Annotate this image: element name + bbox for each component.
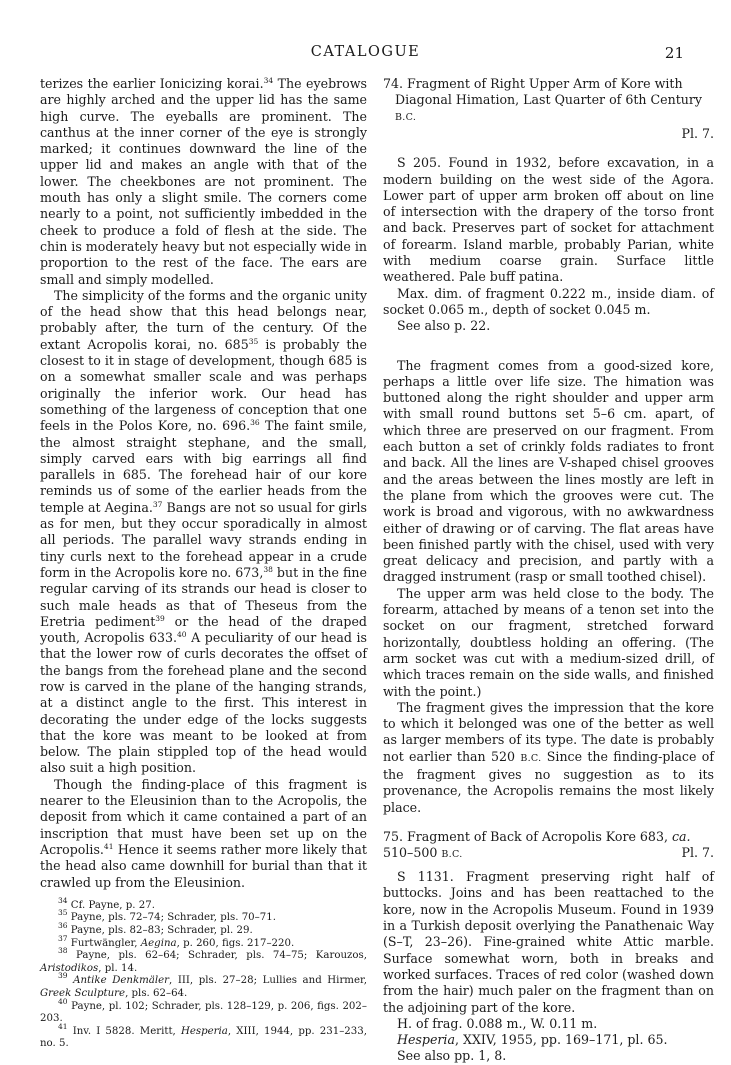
body-paragraph: The fragment gives the impression that the kore to which it belonged was one of the better as well as larger members of its type. The date is probably not earlier than 520 B.C. Since the finding-place of the fragment gives no suggestion as to its provenance, the Acropolis remains the most likely place. xyxy=(383,699,714,815)
catalogue-entry-75 xyxy=(383,829,714,1065)
specimen-description: S 1131. Fragment preserving right half of buttocks. Joins and has been reattached to the kore, now in the Acropolis Museum. Found in 1939 in a Turkish deposit overlying the Panathenaic Way (S–T, 23–26). Fine-grained white Attic marble. Surface somewhat worn, both in breaks and worked surfaces. Traces of red color (washed down from the hair) much paler on the fragment than on the adjoining part of the kore. xyxy=(383,869,714,1015)
circa-label: ca. xyxy=(671,828,691,844)
journal-title: Hesperia xyxy=(397,1032,455,1048)
entry-title-line2 xyxy=(383,845,714,863)
specimen-description: S 205. Found in 1932, before excavation, in a modern building on the west side of the Agora. Lower part of upper arm broken off about on line of intersection with the drapery of the torso front and back. Preserves part of socket for attachment of forearm. Island marble, probably Parian, white with medium coarse grain. Surface little weathered. Pale buff patina. xyxy=(383,155,714,285)
journal-citation: , XXIV, 1955, pp. 169–171, pl. 65. xyxy=(454,1032,668,1048)
footnote-marker: 36 xyxy=(250,418,260,428)
catalogue-entry-74 xyxy=(383,76,714,816)
footnote-marker: 37 xyxy=(58,933,68,943)
footnote-marker: 38 xyxy=(58,946,68,956)
footnote-marker: 39 xyxy=(155,613,165,623)
era-label: B.C. xyxy=(441,848,463,860)
footnote: $^{37}$ Furtwängler, Aegina, p. 260, figs. 217–220. xyxy=(58,933,295,949)
body-paragraph: The upper arm was held close to the body. The forearm, attached by means of a tenon set into the socket on our fragment, stretched forward horizontally, doubtless holding an offering. (The arm socket was cut with a medium-sized drill, of which traces remain on the side walls, and finished with the point.) xyxy=(383,585,714,699)
era-label: B.C. xyxy=(520,752,542,764)
footnote-marker: 38 xyxy=(263,564,273,574)
footnote-marker: 41 xyxy=(103,841,114,851)
footnote: $^{40}$ Payne, pl. 102; Schrader, pls. 128–129, p. 206, figs. 202–203. xyxy=(40,996,367,1025)
footnote: $^{36}$ Payne, pls. 82–83; Schrader, pl. 29. xyxy=(58,921,253,937)
dimensions: H. of frag. 0.088 m., W. 0.11 m. xyxy=(397,1015,598,1031)
footnote-marker: 40 xyxy=(58,996,68,1006)
see-also: See also pp. 1, 8. xyxy=(397,1048,507,1064)
footnote-marker: 37 xyxy=(152,499,163,509)
italic-title: Aegina xyxy=(140,937,177,949)
entry-title xyxy=(383,829,714,845)
entry-title-text: 74. Fragment of Right Upper Arm of Kore with Diagonal Himation, Last Quarter of 6th Century xyxy=(383,76,703,107)
plate-reference: Pl. 7. xyxy=(681,844,714,860)
footnote-marker: 35 xyxy=(248,336,259,346)
running-header-title: CATALOGUE xyxy=(310,44,421,60)
footnote-marker: 34 xyxy=(263,76,274,85)
italic-title: Hesperia xyxy=(180,1025,228,1037)
body-paragraph: The simplicity of the forms and the organic unity of the head show that this head belongs near, probably after, the turn of the century. Of the extant Acropolis korai, no. $685^{35}$ is probably the closest to it in stage of development, though 685 is on a somewhat smaller scale and was perhaps originally the inferior work. Our head has something of the largeness of conception that one feels in the Polos Kore, no. 696.36 The faint smile, the almost straight stephane, and the small, simply carved ears with big earrings all find parallels in 685. The forehead hair of our kore reminds us of some of the earlier heads from the temple at Aegina.$^{37}$ Bangs are not so usual for girls as for men, but they occur sporadically in almost all periods. The parallel wavy strands ending in tiny curls next to the forehead appear in a crude form in the Acropolis kore no. 673,38 but in the fine regular carving of its strands our head is closer to such male heads as that of Theseus from the Eretria pediment$^{39}$ or the head of the draped youth, Acropolis 633.40 A peculiarity of our head is that the lower row of curls decorates the offset of the bangs from the forehead plane and the second row is carved in the plane of the hanging strands, at a distinct angle to the first. This interest in decorating the under edge of the locks suggests that the kore was meant to be looked at from below. The plain stippled top of the head would also suit a high position. xyxy=(40,287,367,776)
footnote-marker: 36 xyxy=(58,921,68,931)
entry-date: 510–500 xyxy=(383,844,442,860)
footnote-marker: 39 xyxy=(58,971,68,981)
italic-title: Greek Sculpture xyxy=(40,988,126,999)
right-column xyxy=(383,76,714,1065)
plate-reference: Pl. 7. xyxy=(681,126,714,141)
italic-title: Aristodikos xyxy=(40,962,99,974)
left-column xyxy=(40,76,367,1051)
footnote: $^{38}$ Payne, pls. 62–64; Schrader, pls. 74–75; Karouzos, Aristodikos, pl. 14. xyxy=(40,946,367,974)
footnote: $^{41}$ Inv. I 5828. Meritt, Hesperia, XIII, 1944, pp. 231–233, no. 5. xyxy=(40,1021,367,1050)
footnote: $^{39}$ Antike Denkmäler, III, pls. 27–28; Lullies and Hirmer, Greek Sculpture, pls. 62–64. xyxy=(40,971,367,999)
see-also: See also p. 22. xyxy=(397,318,491,334)
footnote: $^{35}$ Payne, pls. 72–74; Schrader, pls. 70–71. xyxy=(58,908,276,924)
footnote-marker: 41 xyxy=(58,1021,68,1031)
era-label: B.C. xyxy=(395,112,417,123)
footnote-marker: 40 xyxy=(177,630,187,640)
body-paragraph: Though the finding-place of this fragment is nearer to the Eleusinion than to the Acropolis, the deposit from which it came contained a part of an inscription that must have been set up on the Acropolis.$^{41}$ Hence it seems rather more likely that the head also came downhill for burial than that it crawled up from the Eleusinion. xyxy=(40,776,367,890)
dimensions: Max. dim. of fragment 0.222 m., inside diam. of socket 0.065 m., depth of socket 0.045 m. xyxy=(383,285,714,317)
page-number: 21 xyxy=(664,44,684,62)
body-paragraph: terizes the earlier Ionicizing korai.$^{34}$ The eyebrows are highly arched and the upper lid has the same high curve. The eyeballs are prominent. The canthus at the inner corner of the eye is strongly marked; it continues downward the line of the upper lid and makes an angle with that of the lower. The cheekbones are not prominent. The mouth has only a slight smile. The corners come nearly to a point, not sufficiently imbedded in the cheek to produce a fold of flesh at the side. The chin is moderately heavy but not especially wide in proportion to the rest of the face. The ears are small and simply modelled. xyxy=(40,76,367,287)
italic-title: Antike Denkmäler xyxy=(73,975,170,987)
footnote-marker: 34 xyxy=(58,895,68,905)
entry-title-text: 75. Fragment of Back of Acropolis Kore 683, xyxy=(383,828,672,844)
entry-title xyxy=(383,76,714,126)
footnote: $^{34}$ Cf. Payne, p. 27. xyxy=(58,895,155,911)
body-paragraph: The fragment comes from a good-sized kore, perhaps a little over life size. The himation was buttoned along the right shoulder and upper arm with small round buttons set 5–6 cm. apart, of which three are preserved on our fragment. From each button a set of crinkly folds radiates to front and back. All the lines are V-shaped chisel grooves and the areas between the lines mostly are left in the plane from which the grooves were cut. The work is broad and vigorous, with no awkwardness either of drawing or of carving. The flat areas have been finished partly with the chisel, used with very great delicacy and precision, and partly with a dragged instrument (rasp or small toothed chisel). xyxy=(383,357,714,585)
footnotes xyxy=(40,895,367,1051)
bibliography xyxy=(383,1032,714,1048)
footnote-marker: 35 xyxy=(58,908,68,918)
